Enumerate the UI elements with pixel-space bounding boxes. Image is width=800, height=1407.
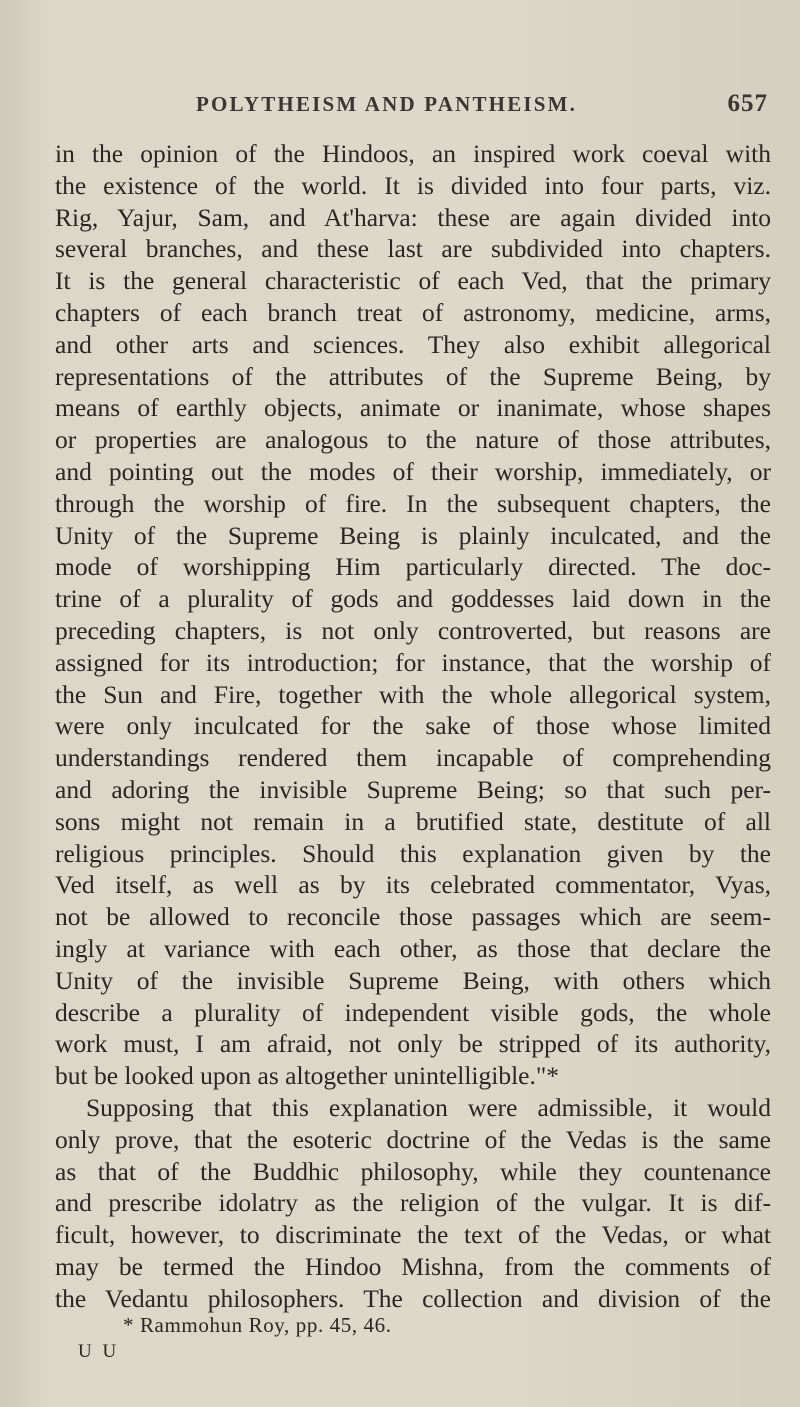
text-line: preceding chapters, is not only controverted, but reasons are: [55, 615, 771, 645]
text-line: assigned for its introduction; for instance, that the worship of: [55, 647, 771, 677]
text-line: ficult, however, to discriminate the text of the Vedas, or what: [55, 1220, 771, 1250]
text-line: not be allowed to reconcile those passages which are seem-: [55, 902, 771, 932]
text-line: through the worship of fire. In the subsequent chapters, the: [55, 488, 771, 518]
text-line: It is the general characteristic of each Ved, that the primary: [55, 266, 771, 296]
text-line: understandings rendered them incapable of comprehending: [55, 743, 771, 773]
text-line: chapters of each branch treat of astronomy, medicine, arms,: [55, 297, 771, 327]
text-line: ingly at variance with each other, as those that declare the: [55, 933, 771, 963]
text-line: mode of worshipping Him particularly directed. The doc-: [55, 552, 771, 582]
text-line: the existence of the world. It is divided into four parts, viz.: [55, 170, 771, 200]
text-line: were only inculcated for the sake of those whose limited: [55, 711, 771, 741]
running-title: POLYTHEISM AND PANTHEISM.: [196, 92, 578, 116]
page-number: 657: [727, 90, 768, 117]
text-line: Ved itself, as well as by its celebrated commentator, Vyas,: [55, 870, 771, 900]
text-line: religious principles. Should this explanation given by the: [55, 838, 771, 868]
text-line: sons might not remain in a brutified state, destitute of all: [55, 806, 771, 836]
text-line: Unity of the Supreme Being is plainly inculcated, and the: [55, 520, 771, 550]
text-line: and pointing out the modes of their worship, immediately, or: [55, 456, 771, 486]
body-text: [55, 138, 771, 1314]
text-line: Supposing that this explanation were admissible, it would: [86, 1092, 771, 1122]
footnote: * Rammohun Roy, pp. 45, 46.: [123, 1313, 392, 1337]
text-line: describe a plurality of independent visible gods, the whole: [55, 997, 771, 1027]
text-line: work must, I am afraid, not only be stripped of its authority,: [55, 1029, 771, 1059]
text-line: but be looked upon as altogether unintelligible."*: [55, 1061, 560, 1091]
signature-mark: U U: [78, 1341, 120, 1362]
text-line: several branches, and these last are subdivided into chapters.: [55, 234, 771, 264]
text-line: and adoring the invisible Supreme Being; so that such per-: [55, 774, 771, 804]
text-line: representations of the attributes of the Supreme Being, by: [55, 361, 771, 391]
text-line: as that of the Buddhic philosophy, while they countenance: [55, 1156, 771, 1186]
text-line: trine of a plurality of gods and goddesses laid down in the: [55, 584, 771, 614]
text-line: in the opinion of the Hindoos, an inspired work coeval with: [55, 139, 771, 168]
text-line: and prescribe idolatry as the religion of the vulgar. It is dif-: [55, 1188, 771, 1218]
running-head: [196, 92, 776, 128]
text-line: may be termed the Hindoo Mishna, from the comments of: [55, 1251, 771, 1281]
text-line: means of earthly objects, animate or inanimate, whose shapes: [55, 393, 771, 423]
text-line: Rig, Yajur, Sam, and At'harva: these are again divided into: [55, 202, 771, 232]
text-line: and other arts and sciences. They also exhibit allegorical: [55, 329, 771, 359]
text-line: the Vedantu philosophers. The collection and division of the: [55, 1283, 771, 1313]
text-line: only prove, that the esoteric doctrine of the Vedas is the same: [55, 1124, 771, 1154]
text-line: the Sun and Fire, together with the whole allegorical system,: [55, 679, 771, 709]
text-line: or properties are analogous to the nature of those attributes,: [55, 425, 771, 455]
text-line: Unity of the invisible Supreme Being, with others which: [55, 965, 771, 995]
